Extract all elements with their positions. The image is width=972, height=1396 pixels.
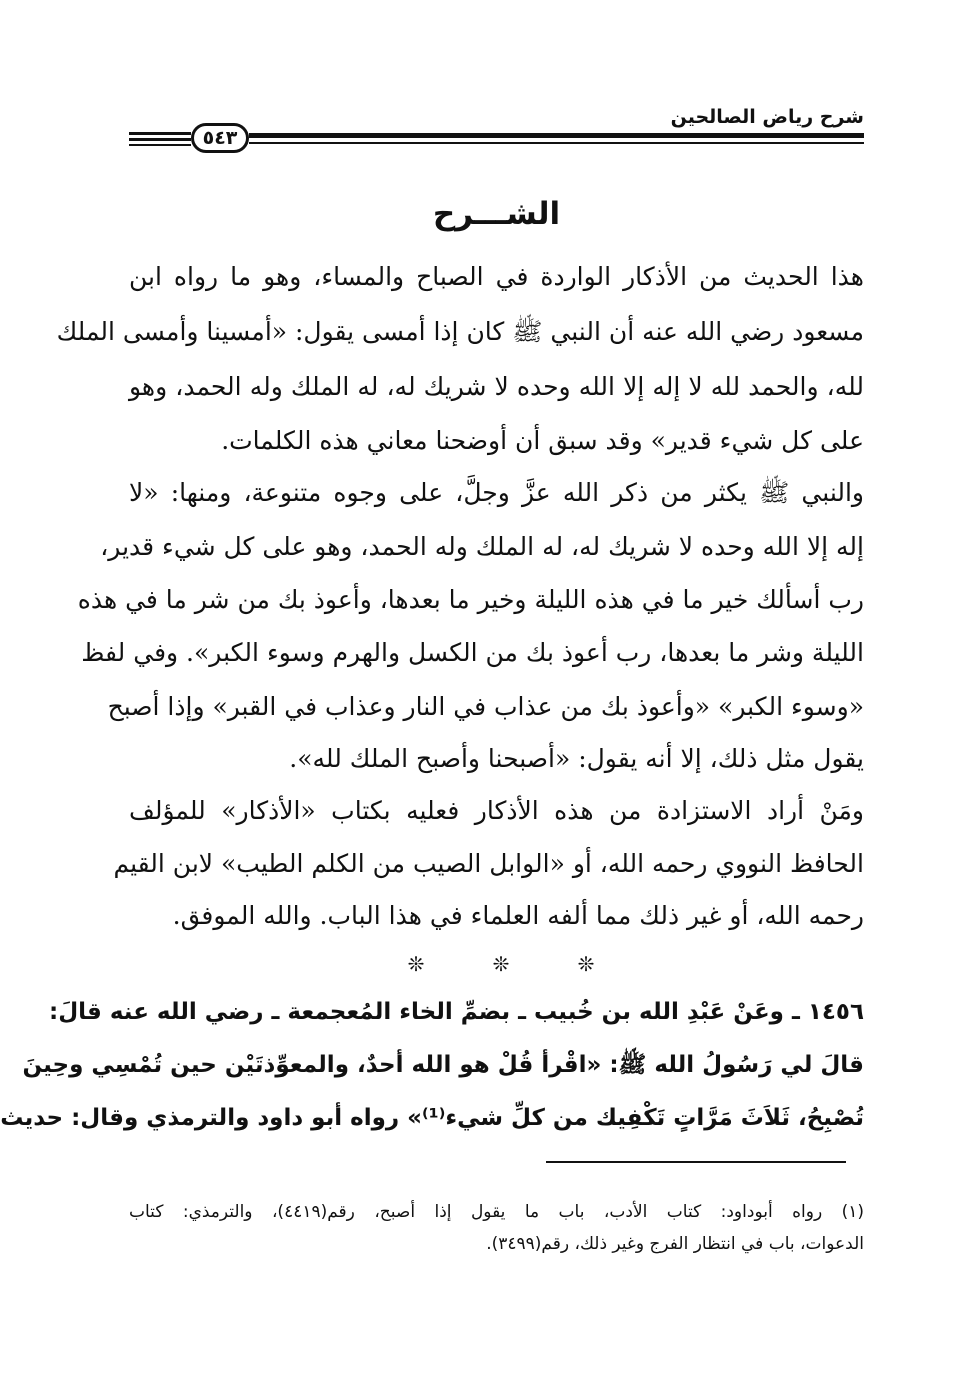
commentary-line: إله إلا الله وحده لا شريك له، له الملك وله الحمد، وهو على كل شيء قدير، [100,532,864,561]
commentary-line: ومَنْ أراد الاستزادة من هذه الأذكار فعليه بكتاب «الأذكار» للمؤلف [129,796,864,825]
page-number-badge [191,123,249,153]
commentary-line: رحمه الله، أو غير ذلك مما ألفه العلماء في هذا الباب. والله الموفق. [172,901,864,930]
commentary-line: الليلة وشر ما بعدها، رب أعوذ بك من الكسل والهرم وسوء الكبر». وفي لفظ [81,638,864,667]
asterism-icon: ❊ [492,952,510,976]
header-rule [129,128,864,152]
commentary-line: مسعود رضي الله عنه أن النبي ﷺ كان إذا أمسى يقول: «أمسينا وأمسى الملك [56,317,864,346]
hadith-line: قالَ لي رَسُولُ الله ﷺ: «اقْرأ قُلْ هو الله أحدٌ، والمعوِّذتَيْن حين تُمْسِي وحِينَ [22,1052,864,1078]
section-separator [401,952,601,982]
page-number: ٥٤٣ [202,127,238,149]
header-rule-right [249,133,864,145]
commentary-line: على كل شيء قدير» وقد سبق أن أوضحنا معاني هذه الكلمات. [221,426,864,455]
commentary-line: لله، والحمد لله لا إله إلا الله وحده لا شريك له، له الملك وله الحمد، وهو [129,372,864,401]
commentary-line: «وسوء الكبر» «وأعوذ بك من عذاب في النار وعذاب في القبر» وإذا أصبح [107,692,864,721]
running-header-title: شرح رياض الصالحين [670,106,864,128]
hadith-line: تُصْبِحُ، ثَلاَثَ مَرَّاتٍ تَكْفِيك من كلِّ شيء⁽¹⁾» رواه أبو داود والترمذي وقال: حديث [0,1105,864,1131]
hadith-line: ١٤٥٦ ـ وعَنْ عَبْدِ الله بن خُبيب ـ بضمِّ الخاء المُعجمعة ـ رضي الله عنه قالَ: [49,999,864,1025]
commentary-line: الحافظ النووي رحمه الله، أو «الوابل الصيب من الكلم الطيب» لابن القيم [113,849,864,878]
asterism-icon: ❊ [577,952,595,976]
commentary-line: يقول مثل ذلك، إلا أنه يقول: «أصبحنا وأصبح الملك لله». [289,744,864,773]
asterism-icon: ❊ [407,952,425,976]
section-heading: الشـــرح [432,196,561,232]
commentary-line: والنبي ﷺ يكثر من ذكر الله عزَّ وجلَّ، على وجوه متنوعة، ومنها: «لا [129,478,864,507]
commentary-line: هذا الحديث من الأذكار الواردة في الصباح والمساء، وهو ما رواه ابن [129,262,864,291]
footnote-divider [546,1161,846,1163]
footnote-line: الدعوات، باب في انتظار الفرج وغير ذلك، رقم(٣٤٩٩). [486,1234,864,1254]
commentary-line: رب أسألك خير ما في هذه الليلة وخير ما بعدها، وأعوذ بك من شر ما في هذه [77,585,864,614]
header-rule-left [129,132,191,146]
footnote-line: (١) رواه أبوداود: كتاب الأدب، باب ما يقول إذا أصبح، رقم(٤٤١٩)، والترمذي: كتاب [129,1202,864,1222]
